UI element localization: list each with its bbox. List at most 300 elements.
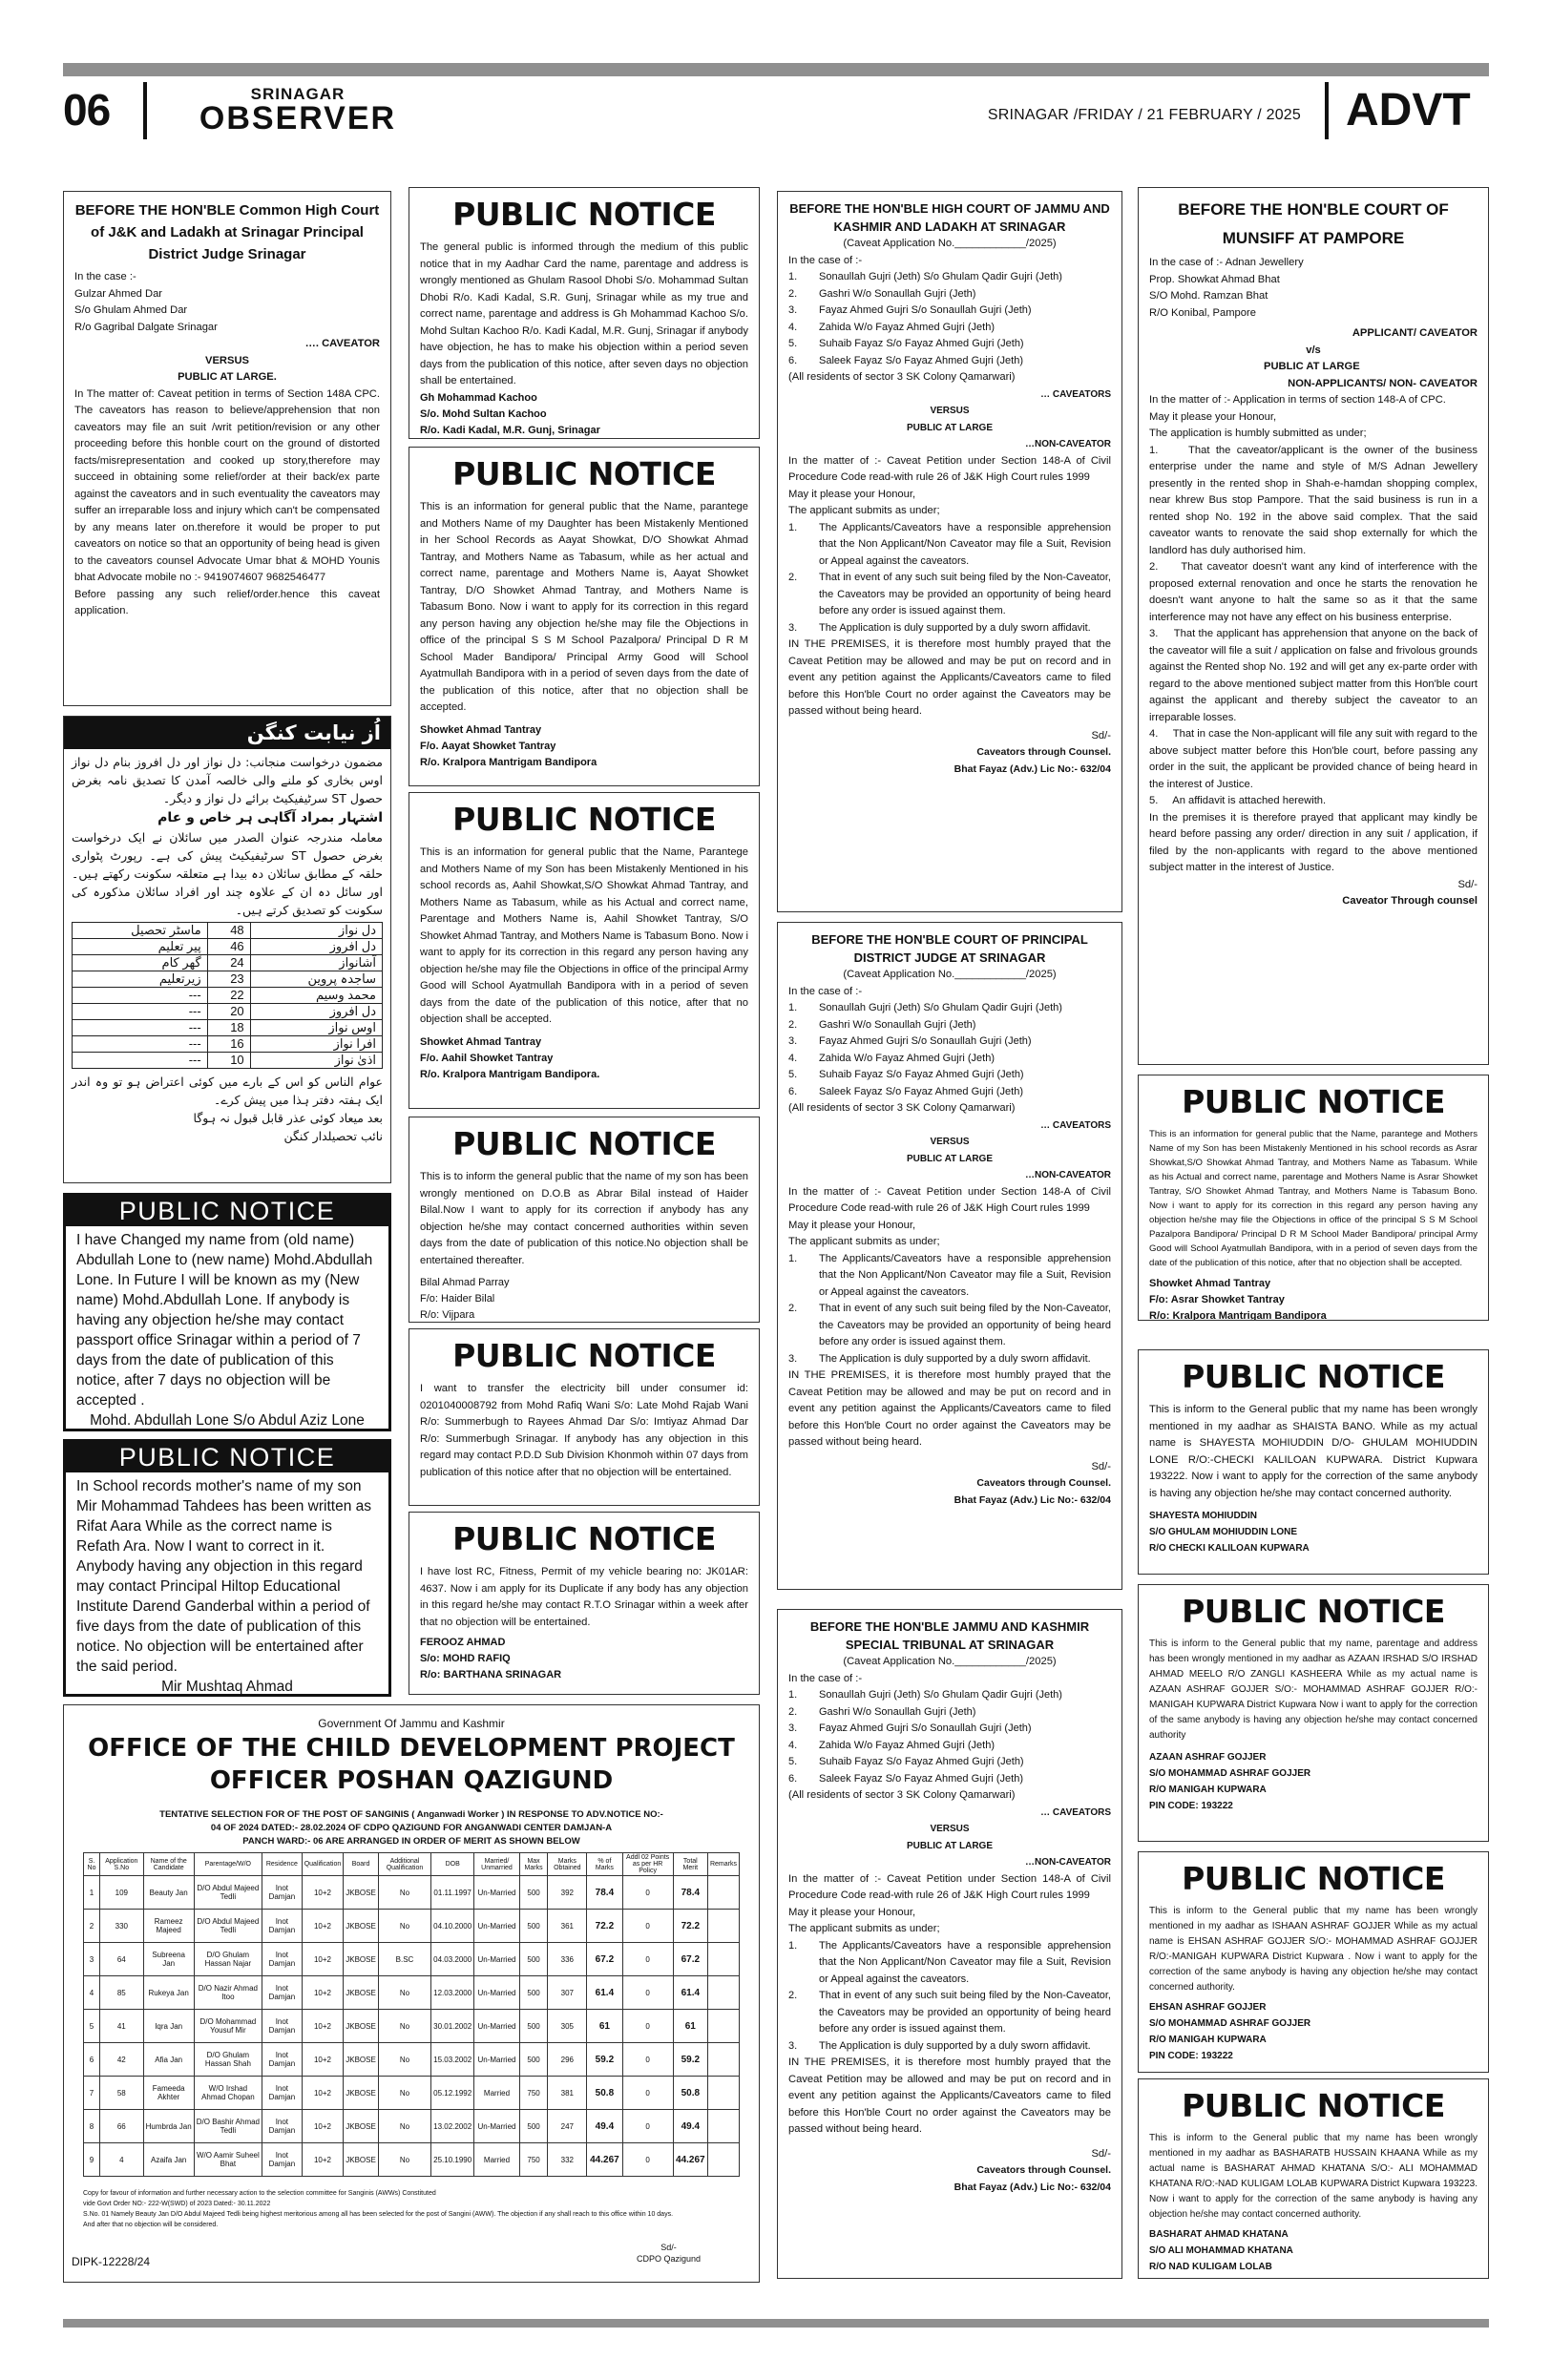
table-cell: 44.267 [673, 2143, 707, 2177]
table-cell: 0 [622, 2010, 673, 2043]
public-notice-ferooz [409, 1512, 760, 1695]
numbered-para [788, 1301, 1111, 1351]
para-text: The Application is duly supported by a duly sworn affidavit. [819, 1352, 1091, 1365]
urdu-table-row [73, 971, 383, 988]
notice-banner: PUBLIC NOTICE [66, 1196, 388, 1226]
urdu-table-cell: 46 [207, 939, 250, 955]
non-caveator-label: …NON-CAVEATOR [1025, 439, 1111, 449]
party-name: Saleek Fayaz S/o Fayaz Ahmed Gujri (Jeth) [819, 1772, 1023, 1785]
notice-signature: S/o. Mohd Sultan Kachoo [420, 407, 547, 420]
table-row [84, 1876, 740, 1910]
premises-text: IN THE PREMISES, it is therefore most humbly prayed that the Caveat Petition may be allowed and may be put on record and in event any petition against the Applicants/Caveators came to filed before this Hon'ble Court no order against the Caveators may be passed without being heard. [788, 638, 1111, 717]
table-cell [707, 1976, 739, 2010]
party-item [788, 1084, 1111, 1101]
table-cell: 04.10.2000 [431, 1910, 474, 1943]
counsel-text: Caveators through Counsel. [976, 746, 1111, 758]
table-cell: 0 [622, 2077, 673, 2110]
urdu-table-cell: اوس نواز [250, 1020, 382, 1036]
table-cell: Humbrda Jan [143, 2110, 194, 2143]
table-cell: 7 [84, 2077, 100, 2110]
table-cell: 10+2 [302, 2143, 344, 2177]
license-text: Bhat Fayaz (Adv.) Lic No:- 632/04 [954, 1493, 1111, 1506]
public-notice-shaista [1138, 1349, 1489, 1575]
party-item [788, 1721, 1111, 1738]
notice-signature: S/O ALI MOHAMMAD KHATANA [1149, 2245, 1293, 2256]
notice-text: This is an information for general public that the Name, parantege and Mothers Name of my Son has been Mistakenly Mentioned in his school records as Asrar Showkat,S/O Showkat Ahmad Tantray, and Mothers Name as Tabasum. While as his Actual and correct name, parentage and Mothers Name is Asrar Showket Tantray, S/O Showket Ahmad Tantray, and Mothers Name is Tabasum Bono. Now i want to apply for its correction in this regard any person having any objection he/she may file the Objections in office of the principal S S M School Pazalpora Bandipora/ Principal D R M School Mader Bandipora/ principal Army Good will School Ayatmullah Bandipora, with in a period of seven days from the date of the publication of this notice, after that no objection shall be accepted. [1149, 1129, 1478, 1268]
numbered-para [788, 570, 1111, 620]
table-cell: 30.01.2002 [431, 2010, 474, 2043]
ad-title: BEFORE THE HON'BLE Common High Court of J&K and Ladakh at Srinagar Principal District Judge Srinagar [74, 202, 380, 262]
notice-text: I have Changed my name from (old name) Abdullah Lone to (new name) Mohd.Abdullah Lone. In Future I will be known as my (New name) Mohd.Abdullah Lone. If anybody is having any objection he/she may contact passport office Srinagar within a period of 7 days from the date of publication of this notice, after 7 days no objection will be accepted . [76, 1232, 373, 1409]
table-row [84, 1943, 740, 1976]
table-cell: Inot Damjan [262, 2143, 303, 2177]
table-cell: 500 [519, 1976, 548, 2010]
table-cell: 500 [519, 1910, 548, 1943]
dipk-number: DIPK-12228/24 [72, 2255, 151, 2268]
public-notice-mir [63, 1439, 391, 1697]
notice-signature: S/o: MOHD RAFIQ [420, 1653, 511, 1664]
table-cell: No [378, 2077, 430, 2110]
party-number: 5. [788, 1069, 798, 1080]
urdu-table-cell: گھر کام [73, 955, 208, 971]
case-line: In the case of :- [788, 1672, 863, 1684]
table-cell: No [378, 2010, 430, 2043]
submit-text: The applicant submits as under; [788, 1236, 940, 1247]
sd-text: Sd/- [660, 2243, 677, 2252]
party-number: 6. [788, 1085, 798, 1097]
table-cell: Afia Jan [143, 2043, 194, 2077]
party-item [788, 1067, 1111, 1084]
notice-signature: R/o: Vijpara [420, 1309, 475, 1321]
gov-note: S.No. 01 Namely Beauty Jan D/O Abdul Majeed Tedli being highest meritorious among all has been selected for the post of Sangini (AWW). The objection if any shall reach to this office within 10 days. [83, 2211, 674, 2218]
public-notice-aahil [409, 792, 760, 1109]
caveators-label: … CAVEATORS [1040, 1806, 1111, 1818]
party-item [788, 286, 1111, 303]
notice-signature: R/o: Kralpora Mantrigam Bandipora [1149, 1310, 1327, 1321]
urdu-table-cell: 23 [207, 971, 250, 988]
matter-text: In the matter of :- Caveat Petition under Section 148-A of Civil Procedure Code read-with rule 26 of J&K High Court rules 1999 [788, 454, 1111, 483]
submit-text: The applicant submits as under; [788, 1923, 940, 1934]
table-cell: Inot Damjan [262, 1976, 303, 2010]
urdu-para: معاملہ مندرجہ عنوان الصدر میں سائلان نے ایک درخواست بغرض حصول ST سرٹیفیکیٹ پیش کی ہے۔ رپورٹ پٹواری حلقہ کے مطابق سائلان دہ بیدا ہے متعلقہ سکونت رکھتے ہیں۔ اور سائل دہ ان کے علاوہ چند اور افراد سائلان مذکورہ کی سکونت کو تصدیق کرتے ہیں۔ [72, 830, 383, 917]
versus-label: VERSUS [930, 406, 970, 416]
notice-signature: PIN CODE: 193222 [1149, 1801, 1233, 1811]
para-text: The Application is duly supported by a duly sworn affidavit. [819, 621, 1091, 634]
versus-label: v/s [1306, 344, 1321, 356]
notice-signature: R/O MANIGAH KUPWARA [1149, 2035, 1267, 2045]
urdu-table-cell: 24 [207, 955, 250, 971]
table-row [84, 1976, 740, 2010]
party-number: 1. [788, 1002, 798, 1013]
table-header: Marks Obtained [548, 1853, 587, 1876]
party-item [788, 1000, 1111, 1017]
para-number: 1. [788, 1939, 798, 1952]
table-cell: 42 [100, 2043, 144, 2077]
table-cell: Inot Damjan [262, 1910, 303, 1943]
urdu-footer: بعد میعاد کوئی عذر قابل قبول نہ ہوگا [193, 1111, 383, 1125]
table-cell: 0 [622, 2043, 673, 2077]
urdu-table-cell: آشانواز [250, 955, 382, 971]
premises-text: IN THE PREMISES, it is therefore most humbly prayed that the Caveat Petition may be allowed and may be put on record and in event any petition against the Applicants/Caveators came to filed before this Hon'ble Court no order against the Caveators may be passed without being heard. [788, 1369, 1111, 1448]
case-line: S/O Mohd. Ramzan Bhat [1149, 290, 1268, 302]
counsel-text: Caveator Through counsel [1342, 895, 1478, 907]
party-item [788, 336, 1111, 353]
para-text: That caveator doesn't want any kind of interference with the proposed external renovation and once he starts the renovation he doesn't want anyone to halt the same so as it that the same interference may not have any effect on his business enterprise. [1149, 561, 1478, 623]
table-row [84, 2077, 740, 2110]
party-item [788, 1051, 1111, 1068]
notice-heading: PUBLIC NOTICE [1182, 2087, 1445, 2124]
matter-text: In the matter of :- Application in terms of section 148-A of CPC. [1149, 394, 1446, 406]
table-cell: 5 [84, 2010, 100, 2043]
urdu-table-cell: 10 [207, 1053, 250, 1069]
table-cell: D/O Ghulam Hassan Shah [194, 2043, 262, 2077]
notice-signature: Showket Ahmad Tantray [1149, 1278, 1271, 1289]
table-cell: JKBOSE [344, 1876, 379, 1910]
table-cell [707, 1943, 739, 1976]
table-cell: 0 [622, 1876, 673, 1910]
residents-line: (All residents of sector 3 SK Colony Qamarwari) [788, 1102, 1016, 1114]
urdu-subtitle: اشتہار بمراد آگاہی ہر خاص و عام [157, 810, 383, 825]
table-row [84, 2143, 740, 2177]
masthead-city: SRINAGAR [250, 85, 346, 103]
notice-text: In School records mother's name of my son Mir Mohammad Tahdees has been written as Rifat Aara While as the correct name is Refath Ara. Now I want to correct in it. Anybody having any objection in this regard may contact Principal Hiltop Educational Institute Darend Ganderbal within a period of five days from the date of publication of this notice. No objection will be entertained after the said period. [76, 1478, 372, 1675]
notice-text: This is inform to the General public that my name has been wrongly mentioned in my aadhar as ISHAAN ASHRAF GOJJER While as my actual name is EHSAN ASHRAF GOJJER S/O:- MOHAMMAD ASHRAF GOJJER R/O:-MANIGAH KUPWARA District Kupwara . Now i want to apply for the correction of the same anybody is having any objection he/she may contact concerned authority. [1149, 1906, 1478, 1993]
table-cell: Inot Damjan [262, 2010, 303, 2043]
submit-text: The applicant submits as under; [788, 505, 940, 516]
para-number: 2. [788, 572, 798, 583]
masthead-title: OBSERVER [199, 100, 397, 136]
table-header: Max Marks [519, 1853, 548, 1876]
party-item [788, 320, 1111, 337]
table-cell: 10+2 [302, 2110, 344, 2143]
cdpo-selection-ad [63, 1704, 760, 2283]
party-number: 2. [788, 1018, 798, 1031]
notice-text: This is to inform the general public that the name of my son has been wrongly mentioned on D.O.B as Abrar Bilal instead of Haider Bilal.Now I want to apply for its correction if anybody has any objection he/she may contact concerned authorities within seven days from the date of publication of this notice.No objection shall be entertained thereafter. [420, 1171, 748, 1266]
versus-label: VERSUS [930, 1137, 970, 1147]
table-row [84, 1910, 740, 1943]
para-number: 3. [1149, 628, 1174, 639]
table-cell: Inot Damjan [262, 1943, 303, 1976]
table-cell: 500 [519, 1876, 548, 1910]
table-cell: 05.12.1992 [431, 2077, 474, 2110]
party-name: Sonaullah Gujri (Jeth) S/o Ghulam Qadir Gujri (Jeth) [819, 1002, 1062, 1013]
para-number: 1. [788, 1252, 798, 1264]
party-item [788, 1738, 1111, 1755]
notice-signature: R/o. Kralpora Mantrigam Bandipora. [420, 1068, 600, 1080]
header-divider-right [1325, 82, 1329, 139]
table-cell: JKBOSE [344, 2143, 379, 2177]
gov-title: OFFICE OF THE CHILD DEVELOPMENT PROJECT [88, 1734, 735, 1763]
notice-signature: R/o: BARTHANA SRINAGAR [420, 1669, 562, 1681]
party-name: Fayaz Ahmed Gujri S/o Sonaullah Gujri (Jeth) [819, 1035, 1032, 1047]
party-name: Saleek Fayaz S/o Fayaz Ahmed Gujri (Jeth) [819, 1085, 1023, 1097]
para-number: 1. [788, 521, 798, 533]
non-caveator-label: …NON-CAVEATOR [1025, 1857, 1111, 1868]
caveat-munsiff-ad [1138, 187, 1489, 1065]
table-cell [707, 1876, 739, 1910]
party-number: 5. [788, 1756, 798, 1767]
party-item [788, 1687, 1111, 1704]
case-line: S/o Ghulam Ahmed Dar [74, 304, 188, 316]
notice-heading: PUBLIC NOTICE [1182, 1860, 1445, 1897]
urdu-table-cell: --- [73, 1053, 208, 1069]
table-cell: 332 [548, 2143, 587, 2177]
honour-text: May it please your Honour, [788, 1219, 916, 1231]
table-cell: 78.4 [587, 1876, 622, 1910]
table-cell: No [378, 1876, 430, 1910]
urdu-table-cell: --- [73, 988, 208, 1004]
cdpo-text: CDPO Qazigund [637, 2254, 702, 2264]
table-header: Parentage/W/O [194, 1853, 262, 1876]
notice-signature: R/O MANIGAH KUPWARA [1149, 1785, 1267, 1795]
notice-text: The general public is informed through the medium of this public notice that in my Aadhar Card the name, parentage and address is wrongly mentioned as Ghulam Rasool Dhobi S/o. Mohammad Sultan Dhobi R/o. Kadi Kadal, S.R. Gunj, Srinagar while as my true and correct name, parentage and address is Gh Mohammad Kachoo S/o. Mohd Sultan Kachoo R/o. Kadi Kadal, M.R. Gunj, Srinagar if anybody have objection, he has to make his objection within a period seven days from the publication of this notice, after seven days no objection shall be entertained. [420, 241, 748, 386]
numbered-para [788, 1351, 1111, 1368]
para-text: That in event of any such suit being filed by the Non-Caveator, the Caveators may be provided an opportunity of being heard before any order is issued against them. [819, 1990, 1111, 2035]
party-number: 4. [788, 1052, 798, 1064]
gov-top: Government Of Jammu and Kashmir [318, 1717, 505, 1730]
party-number: 6. [788, 354, 798, 366]
table-cell: Beauty Jan [143, 1876, 194, 1910]
table-header: S. No [84, 1853, 100, 1876]
caveat-district-ad [777, 922, 1122, 1590]
case-line: Gulzar Ahmed Dar [74, 287, 163, 300]
gov-note: Copy for favour of information and further necessary action to the selection committee for Sanginis (AWWs) Constituted [83, 2190, 436, 2197]
notice-signature: S/O MOHAMMAD ASHRAF GOJJER [1149, 2018, 1311, 2029]
ad-title: BEFORE THE HON'BLE COURT OF MUNSIFF AT PAMPORE [1178, 200, 1449, 247]
public-notice-bilal [409, 1117, 760, 1323]
para-number: 3. [788, 621, 798, 634]
table-cell: 10+2 [302, 2077, 344, 2110]
table-header: Additional Qualification [378, 1853, 430, 1876]
table-header: Total Merit [673, 1853, 707, 1876]
table-cell: D/O Abdul Majeed Tedli [194, 1910, 262, 1943]
dateline: SRINAGAR /FRIDAY / 21 FEBRUARY / 2025 [987, 107, 1301, 123]
table-cell: 9 [84, 2143, 100, 2177]
urdu-table-cell: محمد وسیم [250, 988, 382, 1004]
notice-text: This is an information for general public that the Name, Parantege and Mothers Name of my Son has been Mistakenly Mentioned in his school records as, Aahil Showkat,S/O Showkat Ahmad Tantray, and Mothers Name as Tabasum, while as his Actual and correct name, Parentage and Mothers Name is, Aahil Showket Tantray, S/O Showket Ahmad Tantray, and Mothers Name is Tabasum Bono. Now i want to apply for its correction in this regard any person having any objection he/she may file the Objections in office of the principal Army Good will School Ayatmullah Bandipora with in a period of seven days from the date of the publication of this notice, after that no objection shall be accepted. [420, 846, 748, 1025]
table-cell: 109 [100, 1876, 144, 1910]
notice-heading: PUBLIC NOTICE [1182, 1358, 1445, 1395]
honour-text: May it please your Honour, [1149, 410, 1277, 423]
table-cell: 49.4 [673, 2110, 707, 2143]
public-notice-asrar [1138, 1075, 1489, 1321]
notice-text: This is inform to the General public that my name has been wrongly mentioned in my aadhar as SHAISTA BANO. While as my actual name is SHAYESTA MOHIUDDIN D/O- GHULAM MOHIUDDIN LONE R/O:-CHECKI KALILOAN KUPWARA. District Kupwara 193222. Now i want to apply for the correction of the same anybody is having any objection he/she may contact concerned authority. [1149, 1404, 1478, 1499]
table-cell: 49.4 [587, 2110, 622, 2143]
para-number: 2. [788, 1303, 798, 1314]
ad-body: In The matter of: Caveat petition in terms of Section 148A CPC. The caveators has reason to believe/apprehension that non caveators may file an suit /writ petition/revision or any other proceeding before this honble court on the ground of distorted facts/misrepresentation and cooked up story,therefore may succeed in obtaining some relief/order at their back/ex parte against the caveators and in such eventuality the caveators may suffer an irreparable loss and injury which can't be compensated by any means later on.therefore it would be proper to put caveators on notice so that an opportunity of being head is given to the caveators counsel Advocate Umar bhat & MOHD Younis bhat Advocate mobile no :- 9419074607 9682546477 [74, 387, 380, 583]
public-notice-kachoo [409, 187, 760, 439]
party-number: 4. [788, 321, 798, 333]
honour-text: May it please your Honour, [788, 1906, 916, 1918]
table-cell: 72.2 [587, 1910, 622, 1943]
public-label: PUBLIC AT LARGE [907, 422, 993, 433]
table-cell: 44.267 [587, 2143, 622, 2177]
notice-signature: Showket Ahmad Tantray [420, 1035, 542, 1048]
table-cell: Inot Damjan [262, 1876, 303, 1910]
caveat-gulzar-ad [63, 191, 391, 706]
masthead-logo [174, 86, 422, 135]
notice-signature: SHAYESTA MOHIUDDIN [1149, 1511, 1257, 1521]
party-number: 1. [788, 1689, 798, 1701]
party-number: 2. [788, 287, 798, 300]
table-cell: 12.03.2000 [431, 1976, 474, 2010]
sd-text: Sd/- [1091, 2147, 1111, 2160]
table-cell: 10+2 [302, 2043, 344, 2077]
urdu-table-cell: پیر تعلیم [73, 939, 208, 955]
table-header: Name of the Candidate [143, 1853, 194, 1876]
urdu-para: مضمون درخواست منجانب: دل نواز اور دل افروز بنام دل نواز اوس بخاری کو ملنے والی خالصہ آمدن کا تصدیق نامہ بغرض حصول ST سرٹیفیکیٹ برائے دل نواز و دیگر۔ [72, 755, 383, 805]
table-cell: 500 [519, 2043, 548, 2077]
table-cell: Azaifa Jan [143, 2143, 194, 2177]
para-text: The Application is duly supported by a duly sworn affidavit. [819, 2039, 1091, 2052]
public-notice-dar [409, 1328, 760, 1506]
table-cell: Un-Married [474, 2010, 520, 2043]
table-cell: JKBOSE [344, 2110, 379, 2143]
table-cell: Un-Married [474, 2043, 520, 2077]
table-row [84, 2110, 740, 2143]
urdu-table-cell: اذیٰ نواز [250, 1053, 382, 1069]
table-cell: D/O Abdul Majeed Tedli [194, 1876, 262, 1910]
table-row [84, 2043, 740, 2077]
ad-title: BEFORE THE HON'BLE HIGH COURT OF JAMMU AND KASHMIR AND LADAKH AT SRINAGAR [789, 201, 1110, 234]
table-cell: 67.2 [587, 1943, 622, 1976]
party-item [788, 1033, 1111, 1051]
para-text: That the caveator/applicant is the owner of the business enterprise under the name and style of M/S Adnan Jewellery presently in the rented shop in Shah-e-hamdan shopping complex, near khrew Bus stop Pampore. That the said business is run in a rented shop No. 192 in the above said complex. That the said caveator wants to renovate the said shop externally for which the landlord has duly authorised him. [1149, 444, 1478, 556]
page-number: 06 [63, 85, 111, 135]
table-cell: 50.8 [673, 2077, 707, 2110]
table-cell: 15.03.2002 [431, 2043, 474, 2077]
urdu-table-cell: 48 [207, 923, 250, 939]
table-cell: Subreena Jan [143, 1943, 194, 1976]
party-number: 2. [788, 1705, 798, 1718]
party-item [788, 1754, 1111, 1771]
table-header: Remarks [707, 1853, 739, 1876]
party-number: 5. [788, 338, 798, 349]
para-text: That in event of any such suit being filed by the Non-Caveator, the Caveators may be provided an opportunity of being heard before any order is issued against them. [819, 1303, 1111, 1347]
party-item [788, 1017, 1111, 1034]
urdu-table-row [73, 1053, 383, 1069]
table-cell: JKBOSE [344, 2010, 379, 2043]
table-cell: No [378, 2143, 430, 2177]
case-line: Prop. Showkat Ahmad Bhat [1149, 273, 1280, 285]
table-cell: Rameez Majeed [143, 1910, 194, 1943]
public-notice-azaan [1138, 1584, 1489, 1842]
table-header: Addl 02 Points as per HR Policy [622, 1853, 673, 1876]
table-cell: No [378, 2110, 430, 2143]
table-cell [707, 2043, 739, 2077]
party-name: Zahida W/o Fayaz Ahmed Gujri (Jeth) [819, 1052, 996, 1064]
urdu-para: عوام الناس کو اس کے بارے میں کوئی اعتراض ہو تو وہ اندر ایک ہفتہ دفتر ہذا میں پیش کرے۔ [72, 1075, 383, 1107]
table-cell: 10+2 [302, 2010, 344, 2043]
table-cell: 10+2 [302, 1943, 344, 1976]
numbered-para [1149, 559, 1478, 626]
urdu-table-cell: 18 [207, 1020, 250, 1036]
table-cell: 10+2 [302, 1976, 344, 2010]
notice-text: This is inform to the General public that my name, parentage and address has been wrongly mentioned in my aadhar as AZAAN IRSHAD S/O IRSHAD AHMAD MEELO R/O ZANGLI KASHEERA While as my actual name is AZAAN ASHRAF GOJJER S/O:- MOHAMMAD ASHRAF GOJJER R/O:-MANIGAH KUPWARA District Kupwara Now i want to apply for the correction of the same anybody is having any objection he/she may contact concerned authority [1149, 1639, 1478, 1741]
notice-heading: PUBLIC NOTICE [452, 455, 716, 492]
urdu-table-row [73, 1020, 383, 1036]
notice-heading: PUBLIC NOTICE [1182, 1593, 1445, 1630]
urdu-table-row [73, 939, 383, 955]
notice-signature: R/O NAD KULIGAM LOLAB [1149, 2262, 1272, 2272]
license-text: Bhat Fayaz (Adv.) Lic No:- 632/04 [954, 762, 1111, 775]
notice-signature: Showket Ahmad Tantray [420, 723, 542, 736]
notice-signature: S/O MOHAMMAD ASHRAF GOJJER [1149, 1768, 1311, 1779]
table-header: Board [344, 1853, 379, 1876]
gov-title: OFFICER POSHAN QAZIGUND [209, 1766, 614, 1795]
table-cell [707, 1910, 739, 1943]
table-cell: 3 [84, 1943, 100, 1976]
party-name: Zahida W/o Fayaz Ahmed Gujri (Jeth) [819, 321, 996, 333]
party-name: Suhaib Fayaz S/o Fayaz Ahmed Gujri (Jeth) [819, 1069, 1024, 1080]
para-text: The Applicants/Caveators have a responsible apprehension that the Non Applicant/Non Caveator may file a Suit, Revision or Appeal against the caveators. [819, 1252, 1111, 1298]
notice-text: This is an information for general public that the Name, parantege and Mothers Name of my Daughter has been Mistakenly Mentioned in her School Records as Aayat Showkat, D/O Showkat Ahmad Tantray, and Mothers Name as Tabasum, while as her actual and correct name, parentage and Mothers Name is, Aayat Showket Tantray, D/O Showket Ahmad Tantray, and Mothers Name is Tabasum Bono. Now i want to apply for its correction in this regard any person having any objection he/she may file the Objections in office of the principal S S M School Pazalpora/ Principal D R M School Mader Bandipora/ Principal Army Good will School Ayatmullah Bandipora with in a period of seven days from the date of the publication of this notice, after that no objection shall be accepted. [420, 501, 748, 713]
public-notice-ehsan [1138, 1851, 1489, 2073]
table-cell: 750 [519, 2077, 548, 2110]
gov-note: And after that no objection will be considered. [83, 2222, 219, 2228]
footer-rule [63, 2319, 1489, 2328]
table-cell: No [378, 1976, 430, 2010]
table-cell: W/O Irshad Ahmad Chopan [194, 2077, 262, 2110]
urdu-table [72, 922, 383, 1069]
notice-signature [76, 1430, 378, 1431]
table-cell: Married [474, 2143, 520, 2177]
table-cell: B.SC [378, 1943, 430, 1976]
table-cell: 361 [548, 1910, 587, 1943]
table-cell: 59.2 [673, 2043, 707, 2077]
sd-text: Sd/- [1457, 878, 1478, 890]
table-cell: 58 [100, 2077, 144, 2110]
para-text: The Applicants/Caveators have a responsible apprehension that the Non Applicant/Non Caveator may file a Suit, Revision or Appeal against the caveators. [819, 521, 1111, 567]
table-cell: 500 [519, 2010, 548, 2043]
table-cell: Un-Married [474, 1943, 520, 1976]
table-header: Married/ Unmarried [474, 1853, 520, 1876]
para-number: 3. [788, 2039, 798, 2052]
para-text: An affidavit is attached herewith. [1172, 795, 1327, 806]
para-number: 1. [1149, 444, 1189, 456]
selection-line: TENTATIVE SELECTION FOR OF THE POST OF SANGINIS ( Anganwadi Worker ) IN RESPONSE TO ADV.NOTICE NO:- [159, 1809, 663, 1820]
table-cell: 61 [673, 2010, 707, 2043]
para-text: That in event of any such suit being filed by the Non-Caveator, the Caveators may be provided an opportunity of being heard before any order is issued against them. [819, 572, 1111, 616]
premises-text: IN THE PREMISES, it is therefore most humbly prayed that the Caveat Petition may be allowed and may be put on record and in event any petition against the Applicants/Caveators came to filed before this Hon'ble Court no order against the Caveators may be passed without being heard. [788, 2056, 1111, 2135]
table-cell: 4 [84, 1976, 100, 2010]
table-cell: 85 [100, 1976, 144, 2010]
urdu-table-cell: 22 [207, 988, 250, 1004]
caveat-highcourt-ad [777, 191, 1122, 912]
case-line: R/o Gagribal Dalgate Srinagar [74, 321, 218, 333]
notice-signature: F/o. Aayat Showket Tantray [420, 740, 556, 752]
urdu-table-row [73, 923, 383, 939]
table-cell: 10+2 [302, 1876, 344, 1910]
party-item [788, 303, 1111, 320]
urdu-title: اُز نیابت کنگن [64, 717, 390, 749]
table-cell: 0 [622, 1910, 673, 1943]
notice-heading: PUBLIC NOTICE [1182, 1083, 1445, 1120]
notice-signature: F/o: Asrar Showket Tantray [1149, 1294, 1285, 1305]
table-cell: D/O Nazir Ahmad Itoo [194, 1976, 262, 2010]
table-cell: 6 [84, 2043, 100, 2077]
table-cell: Fameeda Akhter [143, 2077, 194, 2110]
table-cell: 1 [84, 1876, 100, 1910]
case-line: In the case of :- [788, 985, 863, 997]
urdu-table-cell: دل افروز [250, 939, 382, 955]
table-header: DOB [431, 1853, 474, 1876]
table-cell: 247 [548, 2110, 587, 2143]
table-cell: No [378, 1910, 430, 1943]
counsel-text: Caveators through Counsel. [976, 1477, 1111, 1489]
table-header: Application S.No [100, 1853, 144, 1876]
para-number: 2. [788, 1990, 798, 2001]
